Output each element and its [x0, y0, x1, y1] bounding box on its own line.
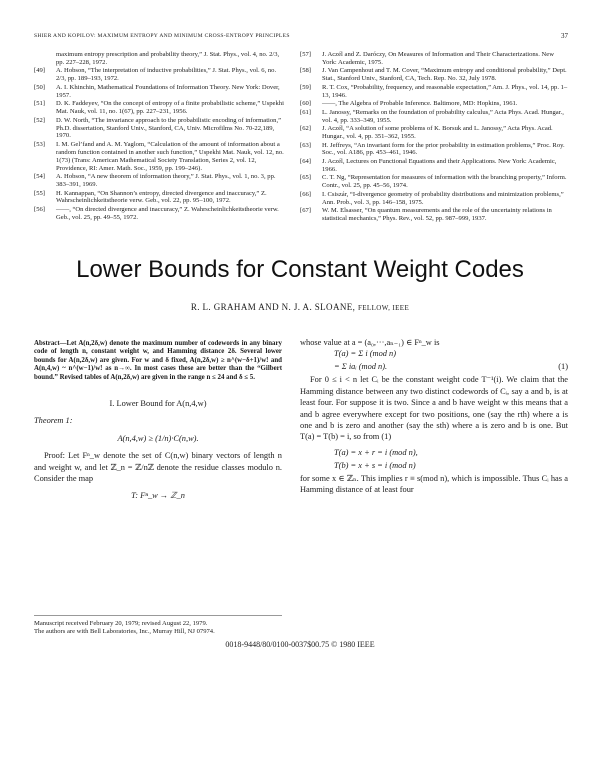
eq1-line1-text: T(a) = Σ i (mod n) [334, 349, 397, 359]
reference-number: [59] [300, 83, 311, 91]
reference-number: [67] [300, 207, 311, 215]
reference-item [34, 67, 287, 83]
running-title: SHIER AND KOPILOV: MAXIMUM ENTROPY AND MINIMUM CROSS-ENTROPY PRINCIPLES [34, 33, 290, 39]
abstract: Abstract—Let A(n,2δ,w) denote the maximum number of codewords in any binary code of length n, constant weight w, and Hamming distance 2δ. Several lower bounds for A(n,2δ,w) are given. For w and δ fixed, A(n,2δ,w) ≥ n^(w−δ+1)/w! and A(n,4,w) ~ n^(w−1)/w! as n→∞. In most cases these are better than the “Gilbert bound.” Revised tables of A(n,2δ,w) are given in the range n ≤ 24 and δ ≤ 5. [34, 340, 282, 381]
affiliation-note: The authors are with Bell Laboratories, Inc., Murray Hill, NJ 07974. [34, 628, 215, 635]
reference-text: H. Jeffreys, “An invariant form for the prior probability in estimation problems,” Proc. Roy. Soc., vol. A186, pp. 453–461, 1946. [322, 141, 565, 157]
equation-1-line-2 [334, 361, 568, 374]
equation-1-number: (1) [558, 362, 568, 372]
reference-item [34, 190, 287, 206]
reference-number: [52] [34, 116, 45, 124]
copyright-footer: 0018-9448/80/0100-0037$00.75 © 1980 IEEE [225, 640, 375, 649]
right-paragraph-2: for some x ∈ ℤₙ. This implies r ≡ s(mod n), which is impossible. Thus Cᵢ has a Hamming distance of at least four [300, 473, 568, 495]
reference-item [300, 158, 568, 174]
eq1-line2-text: = Σ iaᵢ (mod n). [334, 362, 388, 372]
article-title: Lower Bounds for Constant Weight Codes [76, 256, 524, 283]
eq2-line2-text: T(b) = x + s = i (mod n) [334, 460, 416, 470]
reference-text: D. K. Faddeyev, “On the concept of entropy of a finite probabilistic scheme,” Uspekhi Mat. Nauk, vol. 11, no. 1(67), pp. 227–231, 1956. [56, 100, 284, 116]
author-names: R. L. GRAHAM AND N. J. A. SLOANE, [190, 302, 356, 312]
reference-text: H. Kannappan, “On Shannon’s entropy, directed divergence and inaccuracy,” Z. Wahrscheinlichkeitstheorie verw. Geb., vol. 22, pp. 95–100, 1972. [56, 189, 267, 205]
proof-paragraph: Proof: Let Fⁿ_w denote the set of C(n,w) binary vectors of length n and weight w, and let ℤ_n = ℤ/nℤ denote the residue classes modulo n. Consider the map [34, 451, 282, 484]
reference-item [34, 173, 287, 189]
right-paragraph-1: For 0 ≤ i < n let Cᵢ be the constant weight code T⁻¹(i). We claim that the Hamming distance between any two distinct codewords of Cᵢ, say a and b, is at least four. For suppose it is two. Since a and b have weight w this means that a and b agree everywhere except for two positions, one (say the rth) where a is one and b is zero and another (say the sth) where a is zero and b is one. But T(a) = T(b) = i, so from (1) [300, 375, 568, 442]
body-right-column [300, 337, 568, 496]
reference-item [34, 206, 287, 222]
reference-number: [54] [34, 173, 45, 181]
section-heading: I. Lower Bound for A(n,4,w) [109, 399, 207, 409]
body-left-column [34, 340, 282, 508]
reference-text: J. Aczél, Lectures on Functional Equations and their Applications. New York: Academic, 1966. [322, 157, 557, 173]
reference-item [300, 100, 568, 108]
reference-text: A. Hobson, “The interpretation of inductive probabilities,” J. Stat. Phys., vol. 6, no. 2/3, pp. 189–193, 1972. [56, 67, 277, 83]
reference-item [34, 117, 287, 141]
reference-item [300, 207, 568, 223]
reference-item [300, 125, 568, 141]
footnote [34, 615, 282, 636]
reference-item [300, 174, 568, 190]
reference-number: [50] [34, 83, 45, 91]
reference-text: I. Csiszár, “I-divergence geometry of probability distributions and minimization problems,” Ann. Prob., vol. 3, pp. 146–158, 1975. [322, 190, 564, 206]
author-fellow-tag: FELLOW, IEEE [357, 304, 410, 312]
reference-item [300, 109, 568, 125]
reference-text: L. Janossy, “Remarks on the foundation of probability calculus,” Acta Phys. Acad. Hungar., vol. 4, pp. 333–349, 1955. [322, 108, 564, 124]
references-left-column [34, 51, 287, 222]
eq2-line1-text: T(a) = x + r = i (mod n), [334, 447, 418, 457]
reference-number: [66] [300, 190, 311, 198]
reference-text: R. T. Cox, “Probability, frequency, and reasonable expectation,” Am. J. Phys., vol. 14, pp. 1–13, 1946. [322, 83, 568, 99]
running-header [34, 33, 568, 43]
reference-text: A. I. Khinchin, Mathematical Foundations of Information Theory. New York: Dover, 1957. [56, 83, 280, 99]
reference-number: [49] [34, 67, 45, 75]
reference-number: [62] [300, 125, 311, 133]
reference-text: D. W. North, “The invariance approach to the probabilistic encoding of information,” Ph.D. dissertation, Stanford Univ., Stanford, CA, Univ. Microfilms No. 70-22,189, 1970. [56, 116, 282, 140]
reference-text: J. Aczél and Z. Daróczy, On Measures of Information and Their Characterizations. New York: Academic, 1975. [322, 51, 554, 66]
reference-number: [63] [300, 141, 311, 149]
reference-number: [64] [300, 157, 311, 165]
reference-item [300, 51, 568, 67]
reference-number: [61] [300, 108, 311, 116]
reference-item [300, 142, 568, 158]
reference-number: [51] [34, 100, 45, 108]
equation-1-line-1 [334, 348, 568, 361]
reference-number: [57] [300, 51, 311, 58]
reference-text: C. T. Ng, “Representation for measures of information with the branching property,” Inform. Contr., vol. 25, pp. 45–56, 1974. [322, 174, 567, 190]
reference-item [34, 141, 287, 173]
reference-item [300, 67, 568, 83]
equation-2-line-1 [334, 447, 568, 460]
reference-number: [55] [34, 189, 45, 197]
reference-number: [58] [300, 67, 311, 75]
page-number: 37 [561, 32, 568, 40]
map-equation: T: Fⁿ_w → ℤ_n [131, 491, 185, 501]
reference-item [300, 191, 568, 207]
manuscript-note: Manuscript received February 20, 1979; revised August 22, 1979. [34, 620, 208, 627]
reference-text: J. Van Campenhout and T. M. Cover, “Maximum entropy and conditional probability,” Dept. Stat., Stanford Univ., Stanford, CA, Tech. Rep. No. 32, July 1978. [322, 67, 567, 83]
reference-text: J. Aczél, “A solution of some problems of K. Borsuk and L. Janossy,” Acta Phys. Acad. Hungar., vol. 4, pp. 351–362, 1955. [322, 125, 553, 141]
reference-item [300, 84, 568, 100]
reference-number: [65] [300, 174, 311, 182]
theorem-equation: A(n,4,w) ≥ (1/n)·C(n,w). [117, 433, 199, 443]
reference-text: A. Hobson, “A new theorem of information theory,” J. Stat. Phys., vol. 1, no. 3, pp. 383–391, 1969. [56, 173, 276, 189]
right-intro: whose value at a = (a₀,···,aₙ₋₁) ∈ Fⁿ_w is [300, 338, 440, 347]
reference-item [34, 51, 287, 67]
reference-item [34, 84, 287, 100]
reference-item [34, 100, 287, 116]
article-authors [0, 302, 600, 312]
theorem-label: Theorem 1: [34, 416, 73, 426]
reference-text: ——, “On directed divergence and inaccuracy,” Z. Wahrscheinlichkeitstheorie verw. Geb., vol. 25, pp. 49–55, 1972. [56, 205, 279, 221]
reference-number: [53] [34, 140, 45, 148]
reference-number: [60] [300, 100, 311, 108]
reference-number: [56] [34, 205, 45, 213]
reference-text: ——, The Algebra of Probable Inference. Baltimore, MD: Hopkins, 1961. [322, 100, 518, 108]
equation-2-line-2 [334, 460, 568, 473]
reference-text: I. M. Gel’fand and A. M. Yaglom, “Calculation of the amount of information about a random function contained in another such function,” Uspekhi Mat. Nauk, vol. 12, no. 1(73) (Trans: American Mathematical Society Translation, Series 2, vol. 12, Providence, RI: Amer. Math. Soc., 1959, pp. 199–246). [56, 140, 284, 172]
references-right-column [300, 51, 568, 224]
reference-text: W. M. Elsasser, “On quantum measurements and the role of the uncertainty relations in statistical mechanics,” Phys. Rev., vol. 52, pp. 987–999, 1937. [322, 207, 552, 223]
reference-text: maximum entropy prescription and probability theory,” J. Stat. Phys., vol. 4, no. 2/3, pp. 227–228, 1972. [56, 51, 280, 66]
